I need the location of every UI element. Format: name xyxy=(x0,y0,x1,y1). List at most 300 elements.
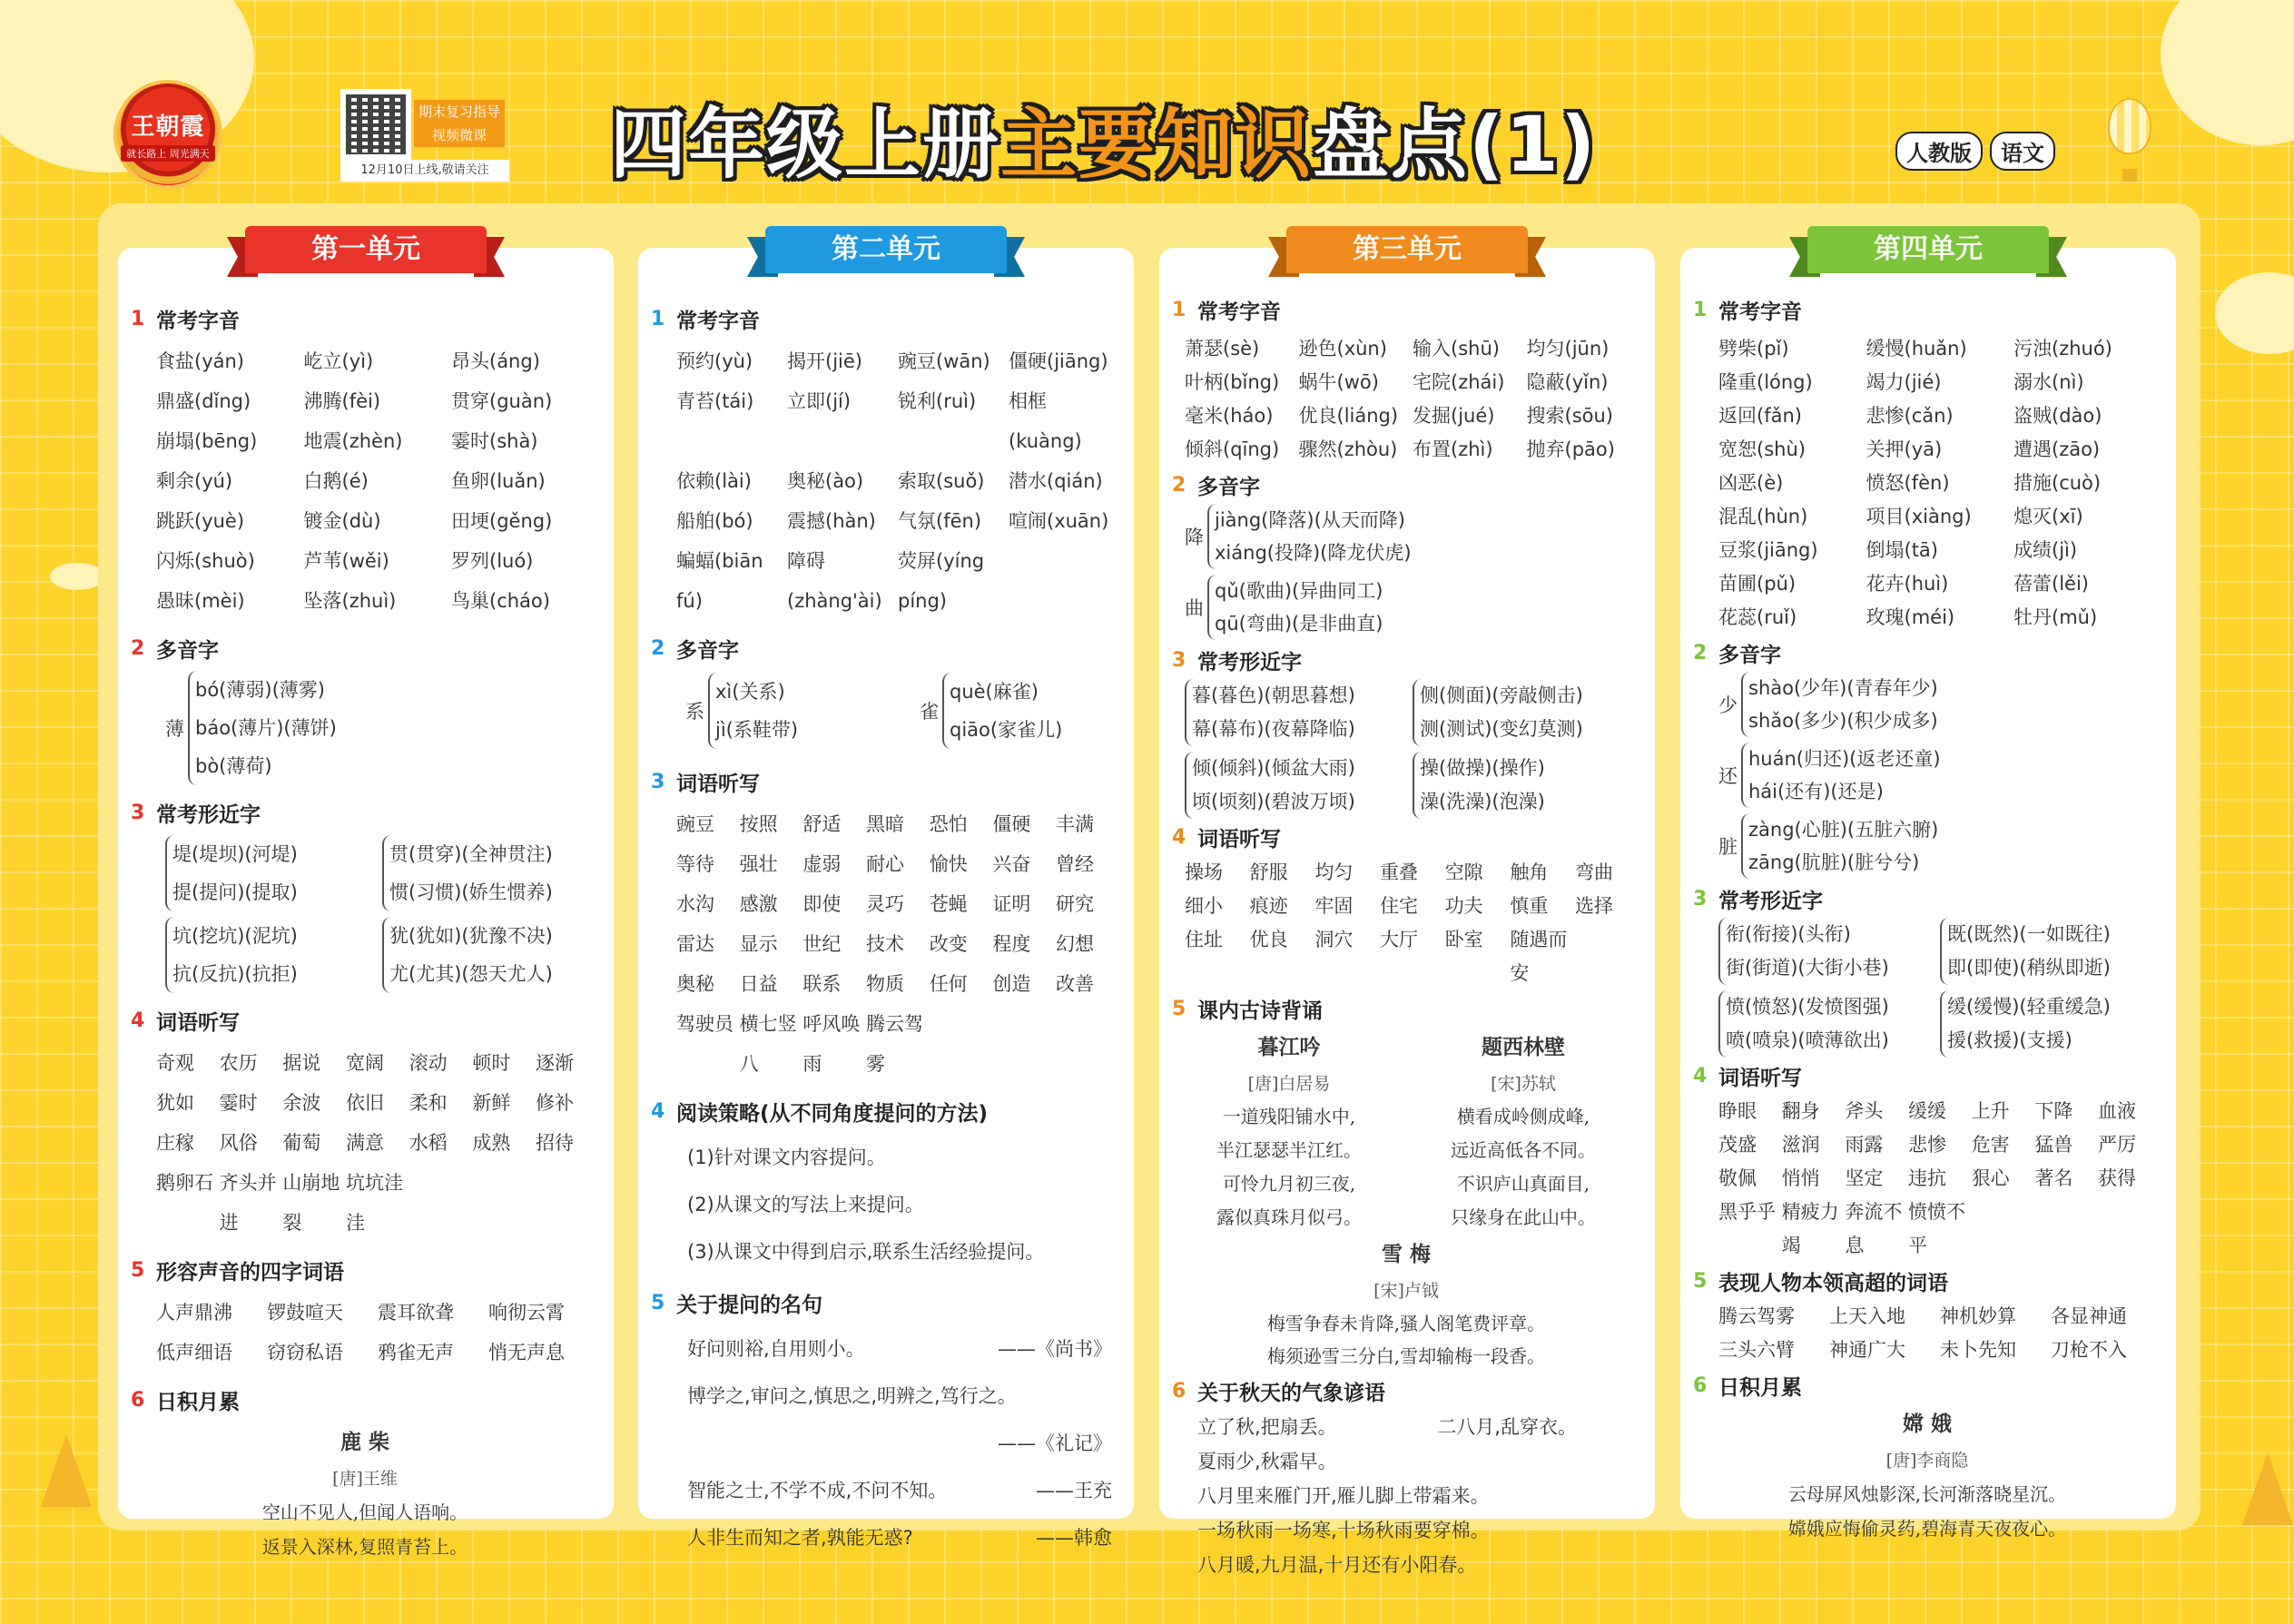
pronunciation-item: 成绩(jì) xyxy=(2013,539,2078,561)
idiom-item: 锣鼓喧天 xyxy=(267,1302,343,1324)
edition-badge: 人教版 xyxy=(1895,132,1983,171)
pronunciation-item: 罗列(luó) xyxy=(451,550,534,572)
idiom-item: 刀枪不入 xyxy=(2051,1339,2127,1361)
idiom-item: 三头六臂 xyxy=(1718,1339,1795,1361)
unit-3-ribbon xyxy=(1268,226,1546,286)
pronunciation-item: 豌豆(wān) xyxy=(898,350,990,372)
dictation-word: 腾云驾雾 xyxy=(866,1013,924,1075)
qr-note: 12月10日上线,敬请关注 xyxy=(340,160,509,182)
strategy-item: (2)从课文的写法上来提问。 xyxy=(687,1194,924,1216)
pronunciation-item: 遭遇(zāo) xyxy=(2013,438,2101,460)
quote-row: 智能之士,不学不成,不问不知。 ——王充 xyxy=(687,1480,1112,1501)
dictation-word: 大厅 xyxy=(1380,929,1419,950)
dictation-word: 风俗 xyxy=(219,1132,258,1154)
pronunciation-item: 悲惨(cǎn) xyxy=(1866,405,1954,427)
poem-title: 鹿 柴 xyxy=(340,1430,389,1454)
balloon-basket-icon xyxy=(2122,169,2137,182)
pronunciation-item: 优良(liáng) xyxy=(1298,405,1399,427)
poem: 暮江吟 [唐]白居易 一道残阳铺水中, 半江瑟瑟半江红。 可怜九月初三夜, 露似真珠月似弓。 xyxy=(1216,1035,1362,1228)
dictation-word: 水沟 xyxy=(676,893,714,915)
dictation-word: 依旧 xyxy=(346,1092,385,1114)
dictation-word: 危害 xyxy=(1971,1134,2010,1156)
unit-2-section-4-heading: 4 阅读策略(从不同角度提问的方法) xyxy=(651,1100,989,1126)
pronunciation-item: 鸟巢(cháo) xyxy=(451,590,550,612)
idiom-item: 人声鼎沸 xyxy=(156,1302,232,1324)
dictation-word: 茂盛 xyxy=(1718,1134,1757,1156)
dictation-word: 新鲜 xyxy=(472,1092,511,1114)
pronunciation-item: 闪烁(shuò) xyxy=(156,550,255,572)
pronunciation-item: 揭开(jiē) xyxy=(787,350,862,372)
qr-code[interactable] xyxy=(340,89,411,160)
pronunciation-item: 剩余(yú) xyxy=(156,470,233,492)
dictation-word: 僵硬 xyxy=(992,813,1031,835)
pronunciation-item: 劈柴(pǐ) xyxy=(1718,338,1789,359)
dictation-word: 住址 xyxy=(1185,929,1223,950)
similar-character-grid: 暮(暮色)(朝思暮想) 幕(幕布)(夜幕降临) 侧(侧面)(旁敲侧击) 测(测试)(变幻莫测) 倾(倾斜)(倾盆大雨) 顷(顷刻)(碧波万顷) 操(做操)(操作) 澡(洗澡)(泡澡) xyxy=(1172,679,1640,819)
pronunciation-item: 沸腾(fèi) xyxy=(303,390,381,412)
brand-logo xyxy=(113,80,222,189)
unit-2-pronunciation-list xyxy=(651,341,1119,621)
dictation-word: 上升 xyxy=(1971,1100,2010,1122)
dictation-word: 猛兽 xyxy=(2034,1134,2073,1156)
dictation-word: 改善 xyxy=(1056,973,1095,995)
unit-4-ribbon xyxy=(1789,226,2067,286)
dictation-word: 成熟 xyxy=(472,1132,511,1154)
idiom-item: 震耳欲聋 xyxy=(378,1302,454,1324)
unit-2-ribbon xyxy=(747,226,1025,286)
dictation-word: 重叠 xyxy=(1380,861,1419,883)
pronunciation-item: 预约(yù) xyxy=(676,350,753,372)
pronunciation-item: 田埂(gěng) xyxy=(451,510,553,532)
pronunciation-item: 蜗牛(wō) xyxy=(1298,371,1379,393)
pronunciation-item: 骤然(zhòu) xyxy=(1298,438,1398,460)
dictation-word: 齐头并进 xyxy=(219,1172,277,1234)
unit-3-section-3-heading: 3 常考形近字 xyxy=(1172,649,1302,674)
dictation-word: 下降 xyxy=(2034,1100,2073,1122)
dictation-word: 舒服 xyxy=(1249,861,1288,883)
unit-4-dictation-list xyxy=(1693,1095,2161,1263)
dictation-word: 奥秘 xyxy=(676,973,714,995)
page-header xyxy=(0,0,2294,204)
subject-badge: 语文 xyxy=(1990,132,2055,171)
pronunciation-item: 霎时(shà) xyxy=(451,430,538,452)
dictation-word: 奔流不息 xyxy=(1845,1201,1903,1256)
background-cloud xyxy=(2215,272,2294,354)
saying-row: 立了秋,把扇丢。 二八月,乱穿衣。 xyxy=(1197,1416,1577,1438)
dictation-word: 雨露 xyxy=(1845,1134,1884,1156)
dictation-word: 研究 xyxy=(1056,893,1095,915)
pronunciation-item: 熄灭(xī) xyxy=(2013,506,2083,527)
similar-character-grid: 衔(衔接)(头衔) 街(街道)(大街小巷) 既(既然)(一如既往) 即(即使)(稍纵即逝) 愤(愤怒)(发愤图强) 喷(喷泉)(喷薄欲出) 缓(缓慢)(轻重缓急) 援(救援)(支援) xyxy=(1693,918,2161,1058)
dictation-word: 精疲力竭 xyxy=(1781,1201,1839,1256)
pronunciation-item: 跳跃(yuè) xyxy=(156,510,245,532)
idiom-item: 各显神通 xyxy=(2051,1305,2127,1327)
pronunciation-item: 关押(yā) xyxy=(1866,438,1943,460)
dictation-word: 逐渐 xyxy=(536,1052,575,1074)
unit-4-poem: 嫦 娥 [唐]李商隐 云母屏风烛影深,长河渐落晓星沉。 嫦娥应悔偷灵药,碧海青天夜夜心。 xyxy=(1787,1412,2067,1540)
pronunciation-item: 昂头(áng) xyxy=(451,350,540,372)
unit-2-card xyxy=(638,233,1134,1549)
dictation-word: 舒适 xyxy=(802,813,842,835)
pronunciation-item: 坠落(zhuì) xyxy=(303,590,397,612)
dictation-word: 悄悄 xyxy=(1781,1167,1820,1189)
dictation-word: 均匀 xyxy=(1314,861,1354,883)
qr-label xyxy=(414,100,505,147)
dictation-word: 物质 xyxy=(866,973,905,995)
idiom-item: 低声细语 xyxy=(156,1342,232,1363)
similar-character-pair: 坑(挖坑)(泥坑) 抗(反抗)(抗拒) xyxy=(165,917,382,993)
pronunciation-item: 凶恶(è) xyxy=(1718,472,1784,494)
pronunciation-item: 气氛(fēn) xyxy=(898,510,982,532)
dictation-word: 斧头 xyxy=(1845,1100,1884,1122)
pronunciation-item: 船舶(bó) xyxy=(676,510,753,532)
quote-row: 好问则裕,自用则小。 ——《尚书》 xyxy=(687,1338,1112,1360)
unit-1-pronunciation-list xyxy=(131,341,599,621)
unit-2-polyphone-row xyxy=(651,671,1119,754)
unit-1-section-5-heading: 5 形容声音的四字词语 xyxy=(131,1259,344,1284)
pronunciation-item: 措施(cuò) xyxy=(2013,472,2102,494)
dictation-word: 灵巧 xyxy=(866,893,905,915)
decorative-tree xyxy=(41,1434,92,1507)
dictation-word: 曾经 xyxy=(1056,853,1095,875)
pronunciation-item: 宽恕(shù) xyxy=(1718,438,1806,460)
dictation-word: 奇观 xyxy=(156,1052,194,1074)
dictation-word: 黑乎乎 xyxy=(1718,1201,1776,1223)
pronunciation-item: 均匀(jūn) xyxy=(1526,338,1610,359)
unit-4-card xyxy=(1680,233,2176,1540)
idiom-item: 神机妙算 xyxy=(1940,1305,2016,1327)
polyphone-group: 还 huán(归还)(返老还童) hái(还有)(还是) xyxy=(1693,743,2161,808)
dictation-word: 修补 xyxy=(536,1092,575,1114)
unit-4-pronunciation-list xyxy=(1693,332,2161,635)
dictation-word: 滋润 xyxy=(1781,1134,1820,1156)
polyphone-head: 薄 xyxy=(165,718,184,740)
pronunciation-item: 牡丹(mǔ) xyxy=(2013,606,2098,628)
dictation-word: 感激 xyxy=(739,893,778,915)
quote-text: 博学之,审问之,慎思之,明辨之,笃行之。 xyxy=(687,1385,1017,1407)
pronunciation-item: 隆重(lóng) xyxy=(1718,371,1813,393)
dictation-word: 任何 xyxy=(929,973,968,995)
poem-line: 空山不见人,但闻人语响。 xyxy=(261,1501,468,1523)
pronunciation-item: 愚昧(mèi) xyxy=(156,590,245,612)
dictation-word: 睁眼 xyxy=(1718,1100,1757,1122)
pronunciation-item: 索取(suǒ) xyxy=(898,470,985,492)
dictation-word: 即使 xyxy=(802,893,842,915)
dictation-word: 牢固 xyxy=(1314,895,1354,917)
background-cloud xyxy=(50,563,104,590)
pronunciation-item: 发掘(jué) xyxy=(1413,405,1495,427)
polyphone-reading: bò(薄荷) xyxy=(195,755,272,777)
pronunciation-item: 叶柄(bǐng) xyxy=(1185,371,1280,393)
dictation-word: 获得 xyxy=(2098,1167,2137,1189)
dictation-word: 慎重 xyxy=(1510,895,1549,917)
pronunciation-item: 依赖(lài) xyxy=(676,470,752,492)
pronunciation-item: 玫瑰(méi) xyxy=(1866,606,1955,628)
unit-3-pronunciation-list xyxy=(1172,332,1640,467)
unit-3-card xyxy=(1159,233,1655,1576)
dictation-word: 丰满 xyxy=(1056,813,1095,835)
idiom-item: 腾云驾雾 xyxy=(1718,1305,1795,1327)
polyphone-group: 曲 qǔ(歌曲)(异曲同工) qū(弯曲)(是非曲直) xyxy=(1172,575,1640,640)
dictation-word: 幻想 xyxy=(1056,933,1095,955)
unit-3-section-6-heading: 6 关于秋天的气象谚语 xyxy=(1172,1380,1385,1405)
pronunciation-item: 荧屏(yíng píng) xyxy=(898,550,985,612)
pronunciation-item: 白鹅(é) xyxy=(303,470,369,492)
dictation-word: 虚弱 xyxy=(802,853,842,875)
saying-line: 夏雨少,秋霜早。 xyxy=(1197,1451,1337,1472)
unit-4-section-5-heading: 5 表现人物本领高超的词语 xyxy=(1693,1270,1948,1295)
polyphone-group xyxy=(131,671,599,785)
pronunciation-item: 逊色(xùn) xyxy=(1298,338,1387,359)
pronunciation-item: 愤怒(fèn) xyxy=(1866,472,1950,494)
dictation-word: 程度 xyxy=(992,933,1031,955)
qr-label-line-2: 视频微课 xyxy=(431,127,487,143)
pronunciation-item: 毫米(háo) xyxy=(1185,405,1274,427)
dictation-word: 选择 xyxy=(1575,895,1614,917)
dictation-word: 驾驶员 xyxy=(676,1013,733,1035)
unit-1-dictation-list xyxy=(131,1043,599,1243)
quote-row: 人非生而知之者,孰能无惑? ——韩愈 xyxy=(687,1527,1112,1549)
unit-1-sound-words xyxy=(131,1293,599,1373)
dictation-word: 血液 xyxy=(2098,1100,2137,1122)
page-title xyxy=(610,84,1597,193)
poem: 雪 梅 [宋]卢钺 梅雪争春未肯降,骚人阁笔费评章。 梅须逊雪三分白,雪却输梅一段香。 xyxy=(1266,1242,1546,1367)
unit-1-title: 第一单元 xyxy=(245,226,487,273)
pronunciation-item: 项目(xiàng) xyxy=(1866,506,1972,527)
idiom-item: 未卜先知 xyxy=(1940,1339,2016,1361)
pronunciation-item: 食盐(yán) xyxy=(156,350,244,372)
dictation-word: 违抗 xyxy=(1908,1167,1947,1189)
dictation-word: 技术 xyxy=(866,933,905,955)
dictation-word: 痕迹 xyxy=(1249,895,1288,917)
unit-3-dictation-list xyxy=(1172,856,1640,990)
idiom-item: 悄无声息 xyxy=(488,1342,565,1363)
pronunciation-item: 豆浆(jiāng) xyxy=(1718,539,1818,561)
pronunciation-item: 鼎盛(dǐng) xyxy=(156,390,251,412)
unit-4-section-2-heading: 2 多音字 xyxy=(1693,642,1781,667)
dictation-word: 按照 xyxy=(739,813,778,835)
pronunciation-item: 奥秘(ào) xyxy=(787,470,864,492)
dictation-word: 等待 xyxy=(676,853,714,875)
dictation-word: 弯曲 xyxy=(1575,861,1614,883)
pronunciation-item: 镀金(dù) xyxy=(303,510,381,532)
dictation-word: 恐怕 xyxy=(929,813,968,835)
pronunciation-item: 屹立(yì) xyxy=(303,350,374,372)
pronunciation-item: 蓓蕾(lěi) xyxy=(2013,573,2089,595)
dictation-word: 苍蝇 xyxy=(929,893,968,915)
dictation-word: 满意 xyxy=(346,1132,385,1154)
dictation-word: 日益 xyxy=(739,973,778,995)
pronunciation-item: 震撼(hàn) xyxy=(787,510,876,532)
dictation-word: 愉快 xyxy=(929,853,968,875)
saying-line: 八月暖,九月温,十月还有小阳春。 xyxy=(1197,1554,1477,1576)
pronunciation-item: 苗圃(pǔ) xyxy=(1718,573,1797,595)
dictation-word: 葡萄 xyxy=(282,1132,321,1154)
pronunciation-item: 返回(fǎn) xyxy=(1718,405,1802,427)
pronunciation-item: 崩塌(bēng) xyxy=(156,430,258,452)
dictation-word: 证明 xyxy=(992,893,1031,915)
pronunciation-item: 倾斜(qīng) xyxy=(1185,438,1280,460)
poem-author: [唐]王维 xyxy=(332,1469,398,1489)
dictation-word: 余波 xyxy=(282,1092,321,1114)
idiom-item: 神通广大 xyxy=(1829,1339,1905,1361)
polyphone-group: 脏 zàng(心脏)(五脏六腑) zāng(肮脏)(脏兮兮) xyxy=(1693,813,2161,879)
dictation-word: 山崩地裂 xyxy=(282,1172,340,1234)
unit-3-section-5-heading: 5 课内古诗背诵 xyxy=(1172,998,1323,1023)
pronunciation-item: 蝙蝠(biān fú) xyxy=(676,550,763,612)
pronunciation-item: 污浊(zhuó) xyxy=(2013,338,2112,359)
dictation-word: 据说 xyxy=(282,1052,321,1074)
pronunciation-item: 鱼卵(luǎn) xyxy=(451,470,546,492)
unit-2-title: 第二单元 xyxy=(765,226,1007,273)
pronunciation-item: 混乱(hùn) xyxy=(1718,506,1808,527)
pronunciation-item: 输入(shū) xyxy=(1413,338,1500,359)
dictation-word: 霎时 xyxy=(219,1092,258,1114)
pronunciation-item: 锐利(ruì) xyxy=(898,390,977,412)
unit-4-title: 第四单元 xyxy=(1807,226,2049,273)
pronunciation-item: 青苔(tái) xyxy=(676,390,754,412)
polyphone-group: 少 shào(少年)(青春年少) shǎo(多少)(积少成多) xyxy=(1693,672,2161,737)
unit-3-section-1-heading: 1 常考字音 xyxy=(1172,299,1281,324)
dictation-word: 功夫 xyxy=(1444,895,1483,917)
saying-line: 一场秋雨一场寒,十场秋雨要穿棉。 xyxy=(1197,1520,1490,1541)
pronunciation-item: 萧瑟(sè) xyxy=(1185,338,1260,359)
unit-2-section-5-heading: 5 关于提问的名句 xyxy=(651,1292,822,1317)
poem: 题西林壁 [宋]苏轼 横看成岭侧成峰, 远近高低各不同。 不识庐山真面目, 只缘身在此山中。 xyxy=(1451,1035,1596,1228)
title-part-2: 主要知识 xyxy=(1000,100,1314,189)
unit-1-section-4-heading: 4 词语听写 xyxy=(131,1009,240,1035)
title-part-3: 盘点(1) xyxy=(1313,100,1598,189)
logo-name: 王朝霞 xyxy=(131,113,205,141)
unit-1-ribbon xyxy=(227,226,505,286)
pronunciation-item: 隐蔽(yǐn) xyxy=(1526,371,1609,393)
dictation-word: 狠心 xyxy=(1971,1167,2010,1189)
unit-3-poem-pair xyxy=(1172,1028,1640,1235)
similar-character-grid xyxy=(131,835,599,993)
pronunciation-item: 相框(kuàng) xyxy=(1009,390,1082,452)
dictation-word: 随遇而安 xyxy=(1510,929,1568,984)
dictation-word: 招待 xyxy=(536,1132,575,1154)
pronunciation-item: 芦苇(wěi) xyxy=(303,550,389,572)
dictation-word: 水稻 xyxy=(409,1132,448,1154)
pronunciation-item: 立即(jí) xyxy=(787,390,852,412)
decorative-tree xyxy=(2242,1452,2293,1525)
unit-1-section-3-heading: 3 常考形近字 xyxy=(131,802,261,827)
edition-badges xyxy=(1895,132,2055,171)
dictation-word: 柔和 xyxy=(409,1092,448,1114)
dictation-word: 犹如 xyxy=(156,1092,194,1114)
poem-line: 返景入深林,复照青苔上。 xyxy=(261,1536,468,1558)
dictation-word: 细小 xyxy=(1185,895,1223,917)
dictation-word: 优良 xyxy=(1249,929,1288,950)
dictation-word: 鹅卵石 xyxy=(156,1172,213,1194)
dictation-word: 愤愤不平 xyxy=(1908,1201,1966,1256)
dictation-word: 呼风唤雨 xyxy=(802,1013,861,1075)
pronunciation-item: 溺水(nì) xyxy=(2013,371,2084,393)
pronunciation-item: 缓慢(huǎn) xyxy=(1866,338,1967,359)
dictation-word: 坑坑洼洼 xyxy=(346,1172,404,1234)
unit-3-title: 第三单元 xyxy=(1286,226,1528,273)
strategy-item: (3)从课文中得到启示,联系生活经验提问。 xyxy=(687,1241,1045,1263)
idiom-item: 鸦雀无声 xyxy=(378,1342,454,1363)
polyphone-group: 雀 què(麻雀) qiāo(家雀儿) xyxy=(885,673,1119,749)
saying-line: 八月里来雁门开,雁儿脚上带霜来。 xyxy=(1197,1485,1490,1507)
unit-3-section-2-heading: 2 多音字 xyxy=(1172,474,1260,499)
dictation-word: 坚定 xyxy=(1845,1167,1884,1189)
unit-2-section-3-heading: 3 词语听写 xyxy=(651,771,760,796)
pronunciation-item: 盗贼(dào) xyxy=(2013,405,2102,427)
pronunciation-item: 搜索(sōu) xyxy=(1526,405,1613,427)
idiom-item: 窃窃私语 xyxy=(267,1342,343,1363)
unit-4-section-4-heading: 4 词语听写 xyxy=(1693,1065,1802,1090)
dictation-word: 联系 xyxy=(802,973,842,995)
unit-1-section-6-heading: 6 日积月累 xyxy=(131,1389,240,1414)
dictation-word: 著名 xyxy=(2034,1167,2073,1189)
unit-1-section-1-heading: 1 常考字音 xyxy=(131,308,240,333)
pronunciation-item: 布置(zhì) xyxy=(1413,438,1493,460)
dictation-word: 宽阔 xyxy=(346,1052,385,1074)
unit-2-section-1-heading: 1 常考字音 xyxy=(651,308,760,333)
dictation-word: 黑暗 xyxy=(866,813,905,835)
dictation-word: 空隙 xyxy=(1444,861,1483,883)
dictation-word: 操场 xyxy=(1185,861,1223,883)
pronunciation-item: 喧闹(xuān) xyxy=(1009,510,1109,532)
idiom-item: 上天入地 xyxy=(1829,1305,1905,1327)
title-part-1: 四年级上册 xyxy=(610,100,1001,189)
unit-2-section-2-heading: 2 多音字 xyxy=(651,637,739,663)
unit-4-section-3-heading: 3 常考形近字 xyxy=(1693,888,1823,913)
unit-2-dictation-list xyxy=(651,804,1119,1084)
pronunciation-item: 花蕊(ruǐ) xyxy=(1718,606,1797,628)
dictation-word: 横七竖八 xyxy=(739,1013,797,1075)
similar-character-pair: 贯(贯穿)(全神贯注) 惯(习惯)(娇生惯养) xyxy=(382,835,599,911)
hot-air-balloon-icon xyxy=(2108,98,2151,154)
pronunciation-item: 地震(zhèn) xyxy=(303,430,403,452)
unit-4-skill-words xyxy=(1693,1300,2161,1367)
unit-4-section-1-heading: 1 常考字音 xyxy=(1693,299,1802,324)
dictation-word: 改变 xyxy=(929,933,968,955)
qr-label-line-1: 期末复习指导 xyxy=(418,103,500,120)
polyphone-group: 系 xì(关系) jì(系鞋带) xyxy=(651,673,885,749)
dictation-word: 卧室 xyxy=(1444,929,1483,950)
quote-source: ——《礼记》 xyxy=(998,1432,1112,1454)
unit-1-poem xyxy=(131,1422,599,1564)
dictation-word: 创造 xyxy=(992,973,1031,995)
pronunciation-item: 僵硬(jiāng) xyxy=(1009,350,1108,372)
dictation-word: 强壮 xyxy=(739,853,778,875)
unit-1-card xyxy=(118,233,614,1558)
logo-slogan: 就长路上 周光满天 xyxy=(121,145,215,162)
dictation-word: 兴奋 xyxy=(992,853,1031,875)
dictation-word: 滚动 xyxy=(409,1052,448,1074)
pronunciation-item: 抛弃(pāo) xyxy=(1526,438,1615,460)
dictation-word: 触角 xyxy=(1510,861,1549,883)
dictation-word: 耐心 xyxy=(866,853,905,875)
dictation-word: 洞穴 xyxy=(1314,929,1354,950)
strategy-item: (1)针对课文内容提问。 xyxy=(687,1147,886,1168)
pronunciation-item: 潜水(qián) xyxy=(1009,470,1103,492)
pronunciation-item: 花卉(huì) xyxy=(1866,573,1949,595)
similar-character-pair: 犹(犹如)(犹豫不决) 尤(尤其)(怨天尤人) xyxy=(382,917,599,993)
similar-character-pair: 堤(堤坝)(河堤) 提(提问)(提取) xyxy=(165,835,382,911)
dictation-word: 翻身 xyxy=(1781,1100,1820,1122)
dictation-word: 敬佩 xyxy=(1718,1167,1757,1189)
pronunciation-item: 竭力(jié) xyxy=(1866,371,1942,393)
unit-1-section-2-heading: 2 多音字 xyxy=(131,637,219,663)
unit-4-section-6-heading: 6 日积月累 xyxy=(1693,1374,1802,1400)
dictation-word: 住宅 xyxy=(1380,895,1419,917)
unit-3-section-4-heading: 4 词语听写 xyxy=(1172,826,1281,851)
